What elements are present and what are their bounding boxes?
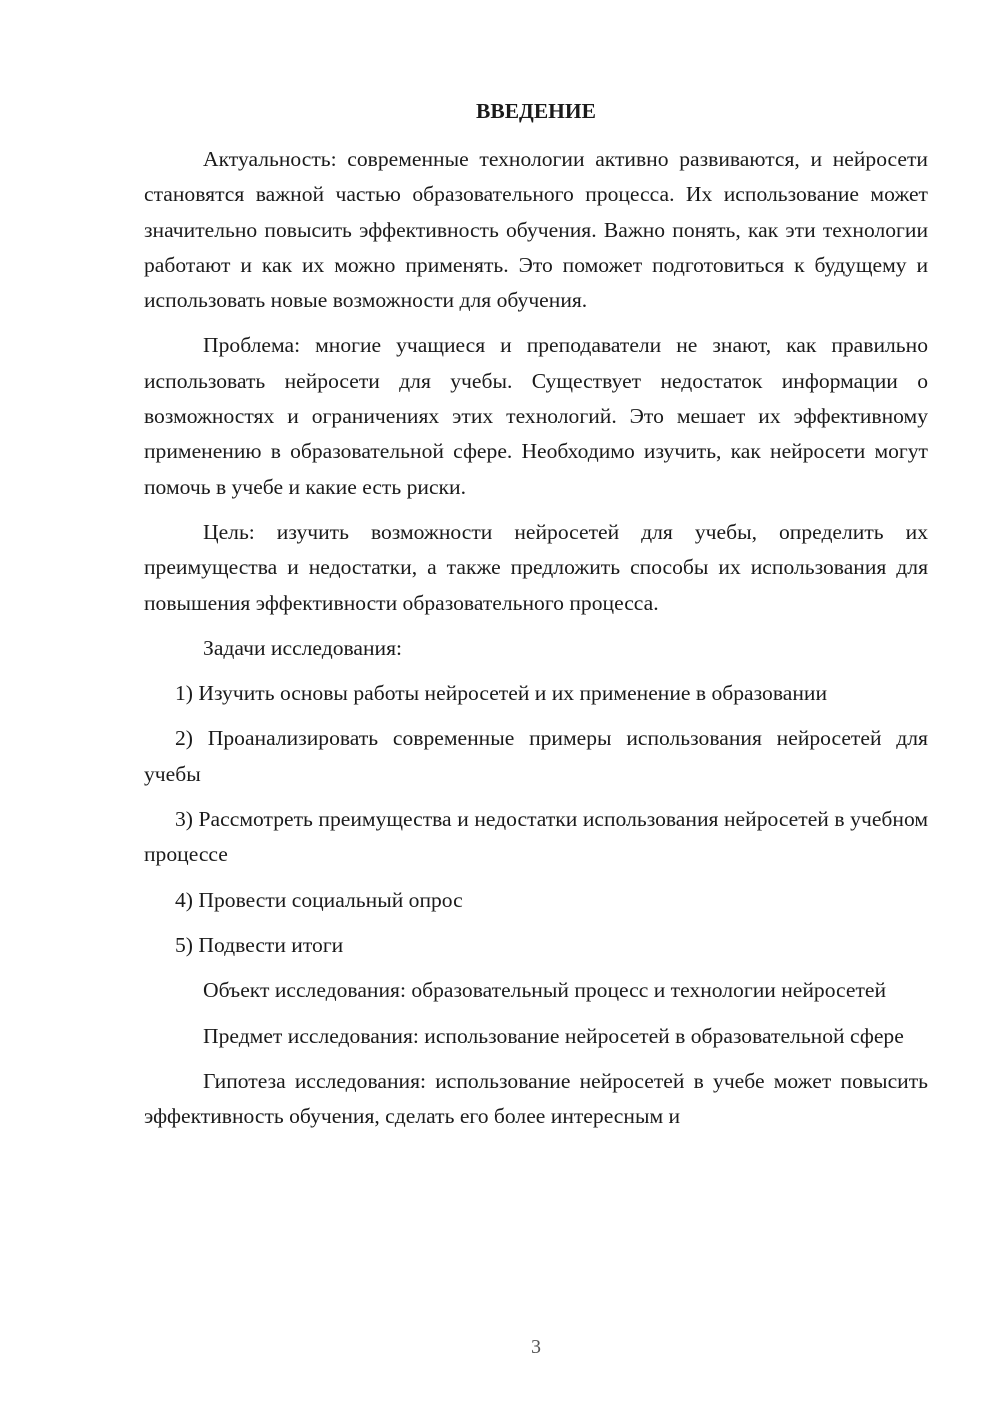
paragraph-relevance: Актуальность: современные технологии активно развиваются, и нейросети становятся важной частью образовательного процесса. Их использование может значительно повысить эффективность обучения. Важно понять, как эти технологии работают и как их можно применять. Это поможет подготовиться к будущему и использовать новые возможности для обучения. [144,147,928,313]
tasks-heading: Задачи исследования: [203,635,403,660]
paragraph-hypothesis: Гипотеза исследования: использование нейросетей в учебе может повысить эффективность обучения, сделать его более интересным и [144,1068,928,1129]
task-item-2: 2) Проанализировать современные примеры использования нейросетей для учебы [144,726,928,786]
task-item-5: 5) Подвести итоги [175,932,344,957]
task-item-3: 3) Рассмотреть преимущества и недостатки использования нейросетей в учебном процессе [144,807,928,867]
section-title: ВВЕДЕНИЕ [476,99,596,123]
task-item-1: 1) Изучить основы работы нейросетей и их применение в образовании [175,681,828,706]
paragraph-subject: Предмет исследования: использование нейросетей в образовательной сфере [203,1023,904,1048]
task-item-4: 4) Провести социальный опрос [175,887,463,912]
page-number: 3 [531,1336,541,1358]
paragraph-object: Объект исследования: образовательный процесс и технологии нейросетей [203,978,887,1003]
body-text [144,142,928,1144]
paragraph-problem: Проблема: многие учащиеся и преподаватели не знают, как правильно использовать нейросети для учебы. Существует недостаток информации о возможностях и ограничениях этих технологий. Это мешает их эффективному применению в образовательной сфере. Необходимо изучить, как нейросети могут помочь в учебе и какие есть риски. [144,333,928,499]
paragraph-goal: Цель: изучить возможности нейросетей для учебы, определить их преимущества и недостатки, а также предложить способы их использования для повышения эффективности образовательного процесса. [144,519,928,615]
